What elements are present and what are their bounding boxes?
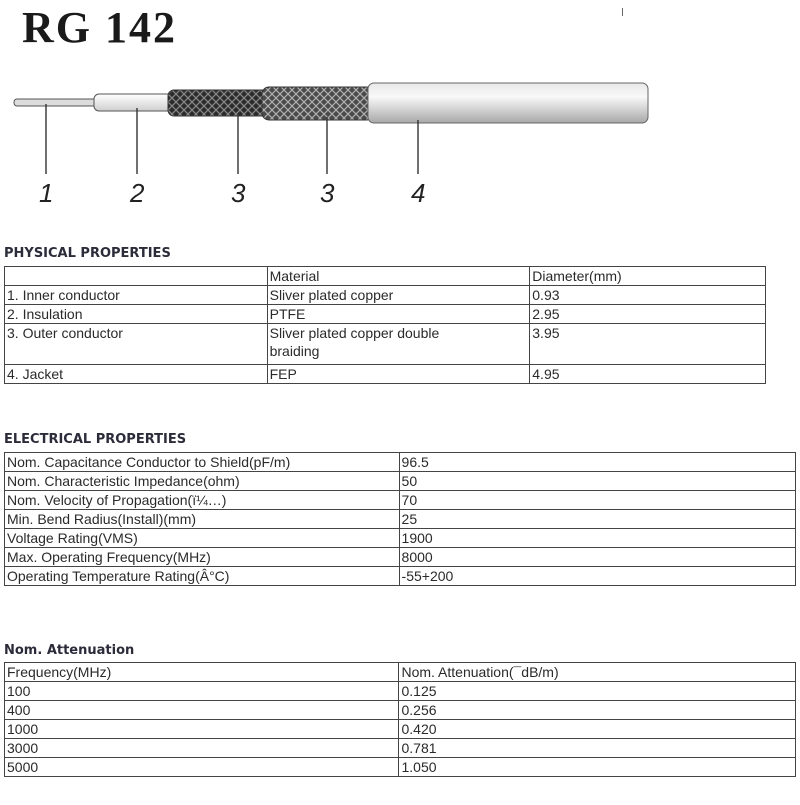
table-cell: Sliver plated copper: [267, 286, 530, 305]
table-cell: Frequency(MHz): [5, 663, 399, 682]
jacket: [368, 83, 648, 123]
physical-properties-table: [4, 266, 766, 384]
attenuation-heading: Nom. Attenuation: [4, 643, 135, 658]
table-cell: Material: [267, 267, 530, 286]
table-row: [5, 548, 796, 567]
table-header-row: [5, 267, 766, 286]
stray-mark: [622, 8, 623, 16]
table-cell: 2. Insulation: [5, 305, 268, 324]
table-cell: 50: [399, 472, 795, 491]
table-cell: 1. Inner conductor: [5, 286, 268, 305]
table-cell: Nom. Capacitance Conductor to Shield(pF/m): [5, 453, 400, 472]
table-cell: 5000: [5, 758, 399, 777]
table-cell: FEP: [267, 365, 530, 384]
table-cell: Diameter(mm): [530, 267, 766, 286]
table-cell: 0.420: [399, 720, 796, 739]
table-row: [5, 682, 796, 701]
table-header-row: [5, 663, 796, 682]
electrical-properties-heading: ELECTRICAL PROPERTIES: [4, 432, 187, 447]
table-cell: 3. Outer conductor: [5, 324, 268, 365]
table-cell: 0.93: [530, 286, 766, 305]
table-cell: 400: [5, 701, 399, 720]
table-cell: [5, 267, 268, 286]
callout-3b: 3: [320, 178, 335, 208]
table-row: [5, 305, 766, 324]
table-row: [5, 286, 766, 305]
table-row: [5, 453, 796, 472]
table-cell: -55+200: [399, 567, 795, 586]
table-row: [5, 701, 796, 720]
table-row: [5, 758, 796, 777]
table-row: [5, 491, 796, 510]
table-cell: 1000: [5, 720, 399, 739]
outer-conductor-braid-2: [262, 87, 374, 120]
table-row: [5, 510, 796, 529]
table-cell: Max. Operating Frequency(MHz): [5, 548, 400, 567]
table-cell: Voltage Rating(VMS): [5, 529, 400, 548]
physical-properties-heading: PHYSICAL PROPERTIES: [4, 246, 171, 261]
table-cell: 1.050: [399, 758, 796, 777]
outer-conductor-braid-1: [168, 90, 268, 116]
table-cell: Nom. Characteristic Impedance(ohm): [5, 472, 400, 491]
table-row: [5, 720, 796, 739]
table-cell: 4.95: [530, 365, 766, 384]
table-cell: Nom. Attenuation(¯dB/m): [399, 663, 796, 682]
table-row: [5, 567, 796, 586]
table-row: [5, 739, 796, 758]
table-cell: Min. Bend Radius(Install)(mm): [5, 510, 400, 529]
table-cell: 100: [5, 682, 399, 701]
table-cell: 0.125: [399, 682, 796, 701]
page-title: RG 142: [22, 3, 177, 52]
table-cell: 4. Jacket: [5, 365, 268, 384]
table-cell: 70: [399, 491, 795, 510]
cable-diagram: [0, 70, 800, 220]
table-cell: 3000: [5, 739, 399, 758]
callout-3a: 3: [231, 178, 246, 208]
insulation: [94, 94, 174, 111]
table-row: [5, 472, 796, 491]
table-cell: 96.5: [399, 453, 795, 472]
electrical-properties-table: [4, 452, 796, 586]
table-cell: Nom. Velocity of Propagation(ï¼…): [5, 491, 400, 510]
table-cell: 1900: [399, 529, 795, 548]
callout-1: 1: [39, 178, 54, 208]
table-cell: Sliver plated copper double braiding: [267, 324, 530, 365]
table-cell: 0.781: [399, 739, 796, 758]
table-cell: 25: [399, 510, 795, 529]
callout-2: 2: [130, 178, 145, 208]
table-cell: 8000: [399, 548, 795, 567]
table-cell: PTFE: [267, 305, 530, 324]
table-row: [5, 324, 766, 365]
table-cell: 2.95: [530, 305, 766, 324]
inner-conductor: [14, 99, 100, 106]
table-cell: 3.95: [530, 324, 766, 365]
callout-4: 4: [411, 178, 426, 208]
table-row: [5, 529, 796, 548]
attenuation-table: [4, 662, 796, 777]
table-row: [5, 365, 766, 384]
table-cell: 0.256: [399, 701, 796, 720]
table-cell: Operating Temperature Rating(Â°C): [5, 567, 400, 586]
